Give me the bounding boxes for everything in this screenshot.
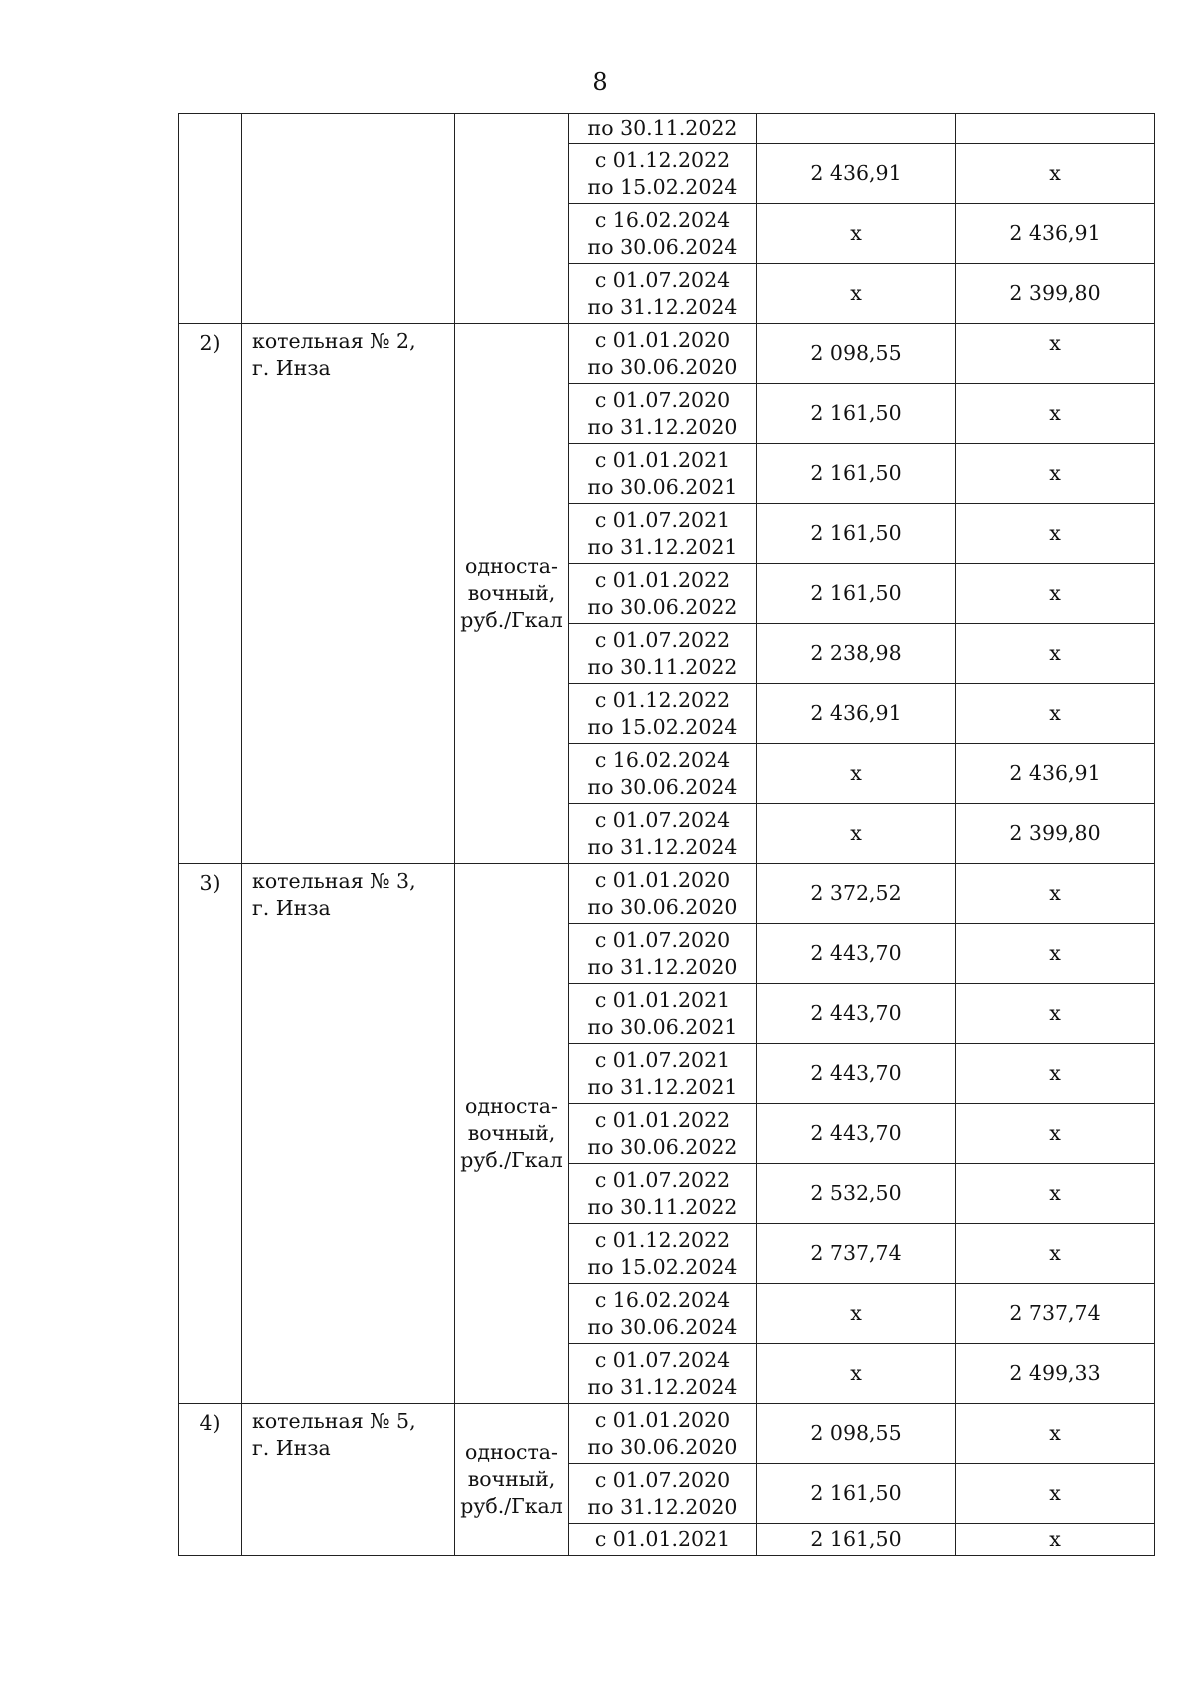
one-part-rate (757, 114, 956, 144)
tariff-table-body (179, 114, 1155, 1556)
period-line: с 01.01.2020 (594, 1407, 731, 1432)
period-line: по 31.12.2020 (587, 954, 738, 979)
period-cell (569, 1284, 757, 1344)
source-name (242, 1404, 455, 1556)
period-cell (569, 444, 757, 504)
period-cell (569, 384, 757, 444)
period-line: по 31.12.2021 (587, 1074, 738, 1099)
page-number: 8 (592, 68, 608, 96)
tariff-kind (455, 864, 569, 1404)
period-line: по 30.06.2022 (587, 1134, 738, 1159)
two-part-rate: 2 399,80 (956, 264, 1155, 324)
two-part-rate: х (956, 924, 1155, 984)
one-part-rate: 2 238,98 (757, 624, 956, 684)
two-part-rate: 2 499,33 (956, 1344, 1155, 1404)
period-cell (569, 744, 757, 804)
one-part-rate: 2 372,52 (757, 864, 956, 924)
period-line: с 01.12.2022 (594, 687, 731, 712)
two-part-rate: х (956, 864, 1155, 924)
period-line: с 01.07.2022 (594, 627, 731, 652)
two-part-rate: х (956, 144, 1155, 204)
period-line: с 01.07.2020 (594, 927, 731, 952)
period-line: по 31.12.2020 (587, 1494, 738, 1519)
two-part-rate: х (956, 444, 1155, 504)
period-line: с 01.12.2022 (594, 147, 731, 172)
one-part-rate: 2 737,74 (757, 1224, 956, 1284)
period-line: с 16.02.2024 (594, 207, 731, 232)
tariff-kind-line: односта- (465, 1094, 558, 1118)
one-part-rate: 2 443,70 (757, 984, 956, 1044)
period-line: по 30.06.2024 (587, 774, 738, 799)
two-part-rate: х (956, 624, 1155, 684)
item-number (179, 114, 242, 324)
tariff-kind-line: односта- (465, 554, 558, 578)
period-cell (569, 144, 757, 204)
period-line: с 01.01.2022 (594, 1107, 731, 1132)
period-cell (569, 264, 757, 324)
two-part-rate: х (956, 504, 1155, 564)
period-cell (569, 1344, 757, 1404)
period-line: с 01.07.2024 (594, 1347, 731, 1372)
two-part-rate: х (956, 1044, 1155, 1104)
item-number: 3) (179, 864, 242, 1404)
period-line: с 01.01.2021 (594, 987, 731, 1012)
two-part-rate: х (956, 324, 1155, 384)
period-line: с 16.02.2024 (594, 1287, 731, 1312)
two-part-rate: х (956, 1104, 1155, 1164)
source-name (242, 114, 455, 324)
table-row (179, 864, 1155, 924)
two-part-rate: х (956, 1164, 1155, 1224)
period-line: с 01.12.2022 (594, 1227, 731, 1252)
source-name (242, 864, 455, 1404)
period-cell (569, 1164, 757, 1224)
period-line: с 01.07.2024 (594, 267, 731, 292)
two-part-rate: х (956, 1524, 1155, 1556)
two-part-rate: х (956, 1404, 1155, 1464)
period-line: по 30.06.2022 (587, 594, 738, 619)
one-part-rate: 2 443,70 (757, 1044, 956, 1104)
tariff-table (178, 113, 1155, 1556)
tariff-kind-text (455, 553, 568, 634)
period-line: по 30.06.2020 (587, 354, 738, 379)
period-cell (569, 204, 757, 264)
period-line: по 30.06.2024 (587, 1314, 738, 1339)
tariff-kind-text (455, 1439, 568, 1520)
one-part-rate: х (757, 744, 956, 804)
period-line: по 30.06.2021 (587, 1014, 738, 1039)
one-part-rate: 2 443,70 (757, 1104, 956, 1164)
tariff-kind-line: односта- (465, 1440, 558, 1464)
tariff-kind-line: вочный, (467, 1121, 556, 1145)
period-line: с 01.07.2022 (594, 1167, 731, 1192)
tariff-kind-line: руб./Гкал (460, 608, 563, 632)
period-line: по 30.06.2020 (587, 1434, 738, 1459)
one-part-rate: 2 436,91 (757, 144, 956, 204)
period-line: с 01.01.2021 (594, 447, 731, 472)
one-part-rate: 2 436,91 (757, 684, 956, 744)
one-part-rate: х (757, 804, 956, 864)
table-row (179, 114, 1155, 144)
period-cell (569, 1524, 757, 1556)
period-line: с 01.01.2021 (594, 1527, 731, 1551)
period-cell (569, 984, 757, 1044)
one-part-rate: 2 443,70 (757, 924, 956, 984)
period-cell (569, 1104, 757, 1164)
tariff-kind-line: вочный, (467, 1467, 556, 1491)
period-line: по 31.12.2020 (587, 414, 738, 439)
period-cell (569, 804, 757, 864)
one-part-rate: х (757, 264, 956, 324)
tariff-kind (455, 114, 569, 324)
one-part-rate: 2 532,50 (757, 1164, 956, 1224)
tariff-kind-line: руб./Гкал (460, 1494, 563, 1518)
two-part-rate: 2 399,80 (956, 804, 1155, 864)
item-number: 4) (179, 1404, 242, 1556)
source-name-line: котельная № 3, (252, 869, 416, 893)
period-cell (569, 684, 757, 744)
period-cell (569, 114, 757, 144)
one-part-rate: 2 098,55 (757, 1404, 956, 1464)
source-name-line: котельная № 5, (252, 1409, 416, 1433)
one-part-rate: 2 161,50 (757, 384, 956, 444)
period-line: с 01.01.2020 (594, 327, 731, 352)
period-cell (569, 1224, 757, 1284)
source-name-line: г. Инза (252, 356, 331, 380)
source-name-line: г. Инза (252, 896, 331, 920)
table-row (179, 324, 1155, 384)
period-line: с 01.01.2022 (594, 567, 731, 592)
two-part-rate: х (956, 384, 1155, 444)
two-part-rate: х (956, 1464, 1155, 1524)
source-name (242, 324, 455, 864)
period-cell (569, 324, 757, 384)
period-line: по 31.12.2024 (587, 294, 738, 319)
period-line: с 01.07.2021 (594, 507, 731, 532)
two-part-rate: 2 436,91 (956, 204, 1155, 264)
period-line: с 01.07.2020 (594, 1467, 731, 1492)
period-cell (569, 564, 757, 624)
period-cell (569, 1464, 757, 1524)
tariff-kind-line: руб./Гкал (460, 1148, 563, 1172)
period-cell (569, 1404, 757, 1464)
period-line: по 30.11.2022 (587, 116, 738, 140)
period-line: по 15.02.2024 (587, 174, 738, 199)
one-part-rate: 2 161,50 (757, 564, 956, 624)
one-part-rate: 2 161,50 (757, 444, 956, 504)
period-line: с 01.07.2024 (594, 807, 731, 832)
period-cell (569, 864, 757, 924)
item-number: 2) (179, 324, 242, 864)
period-line: по 31.12.2024 (587, 834, 738, 859)
two-part-rate: х (956, 564, 1155, 624)
table-row (179, 1404, 1155, 1464)
period-line: по 30.11.2022 (587, 654, 738, 679)
period-line: по 15.02.2024 (587, 1254, 738, 1279)
two-part-rate: х (956, 1224, 1155, 1284)
period-line: по 31.12.2024 (587, 1374, 738, 1399)
tariff-kind-line: вочный, (467, 581, 556, 605)
period-line: с 01.07.2020 (594, 387, 731, 412)
period-cell (569, 504, 757, 564)
one-part-rate: 2 161,50 (757, 504, 956, 564)
two-part-rate (956, 114, 1155, 144)
period-line: по 30.06.2020 (587, 894, 738, 919)
period-line: с 16.02.2024 (594, 747, 731, 772)
period-line: с 01.01.2020 (594, 867, 731, 892)
period-line: по 15.02.2024 (587, 714, 738, 739)
one-part-rate: х (757, 1284, 956, 1344)
period-line: по 31.12.2021 (587, 534, 738, 559)
one-part-rate: х (757, 1344, 956, 1404)
tariff-kind-text (455, 1093, 568, 1174)
two-part-rate: 2 737,74 (956, 1284, 1155, 1344)
period-line: по 30.11.2022 (587, 1194, 738, 1219)
one-part-rate: 2 161,50 (757, 1524, 956, 1556)
period-cell (569, 924, 757, 984)
one-part-rate: 2 161,50 (757, 1464, 956, 1524)
period-line: по 30.06.2021 (587, 474, 738, 499)
period-cell (569, 624, 757, 684)
source-name-line: г. Инза (252, 1436, 331, 1460)
period-line: по 30.06.2024 (587, 234, 738, 259)
one-part-rate: 2 098,55 (757, 324, 956, 384)
period-line: с 01.07.2021 (594, 1047, 731, 1072)
period-cell (569, 1044, 757, 1104)
source-name-line: котельная № 2, (252, 329, 416, 353)
tariff-kind (455, 1404, 569, 1556)
one-part-rate: х (757, 204, 956, 264)
two-part-rate: х (956, 984, 1155, 1044)
two-part-rate: х (956, 684, 1155, 744)
tariff-kind (455, 324, 569, 864)
two-part-rate: 2 436,91 (956, 744, 1155, 804)
